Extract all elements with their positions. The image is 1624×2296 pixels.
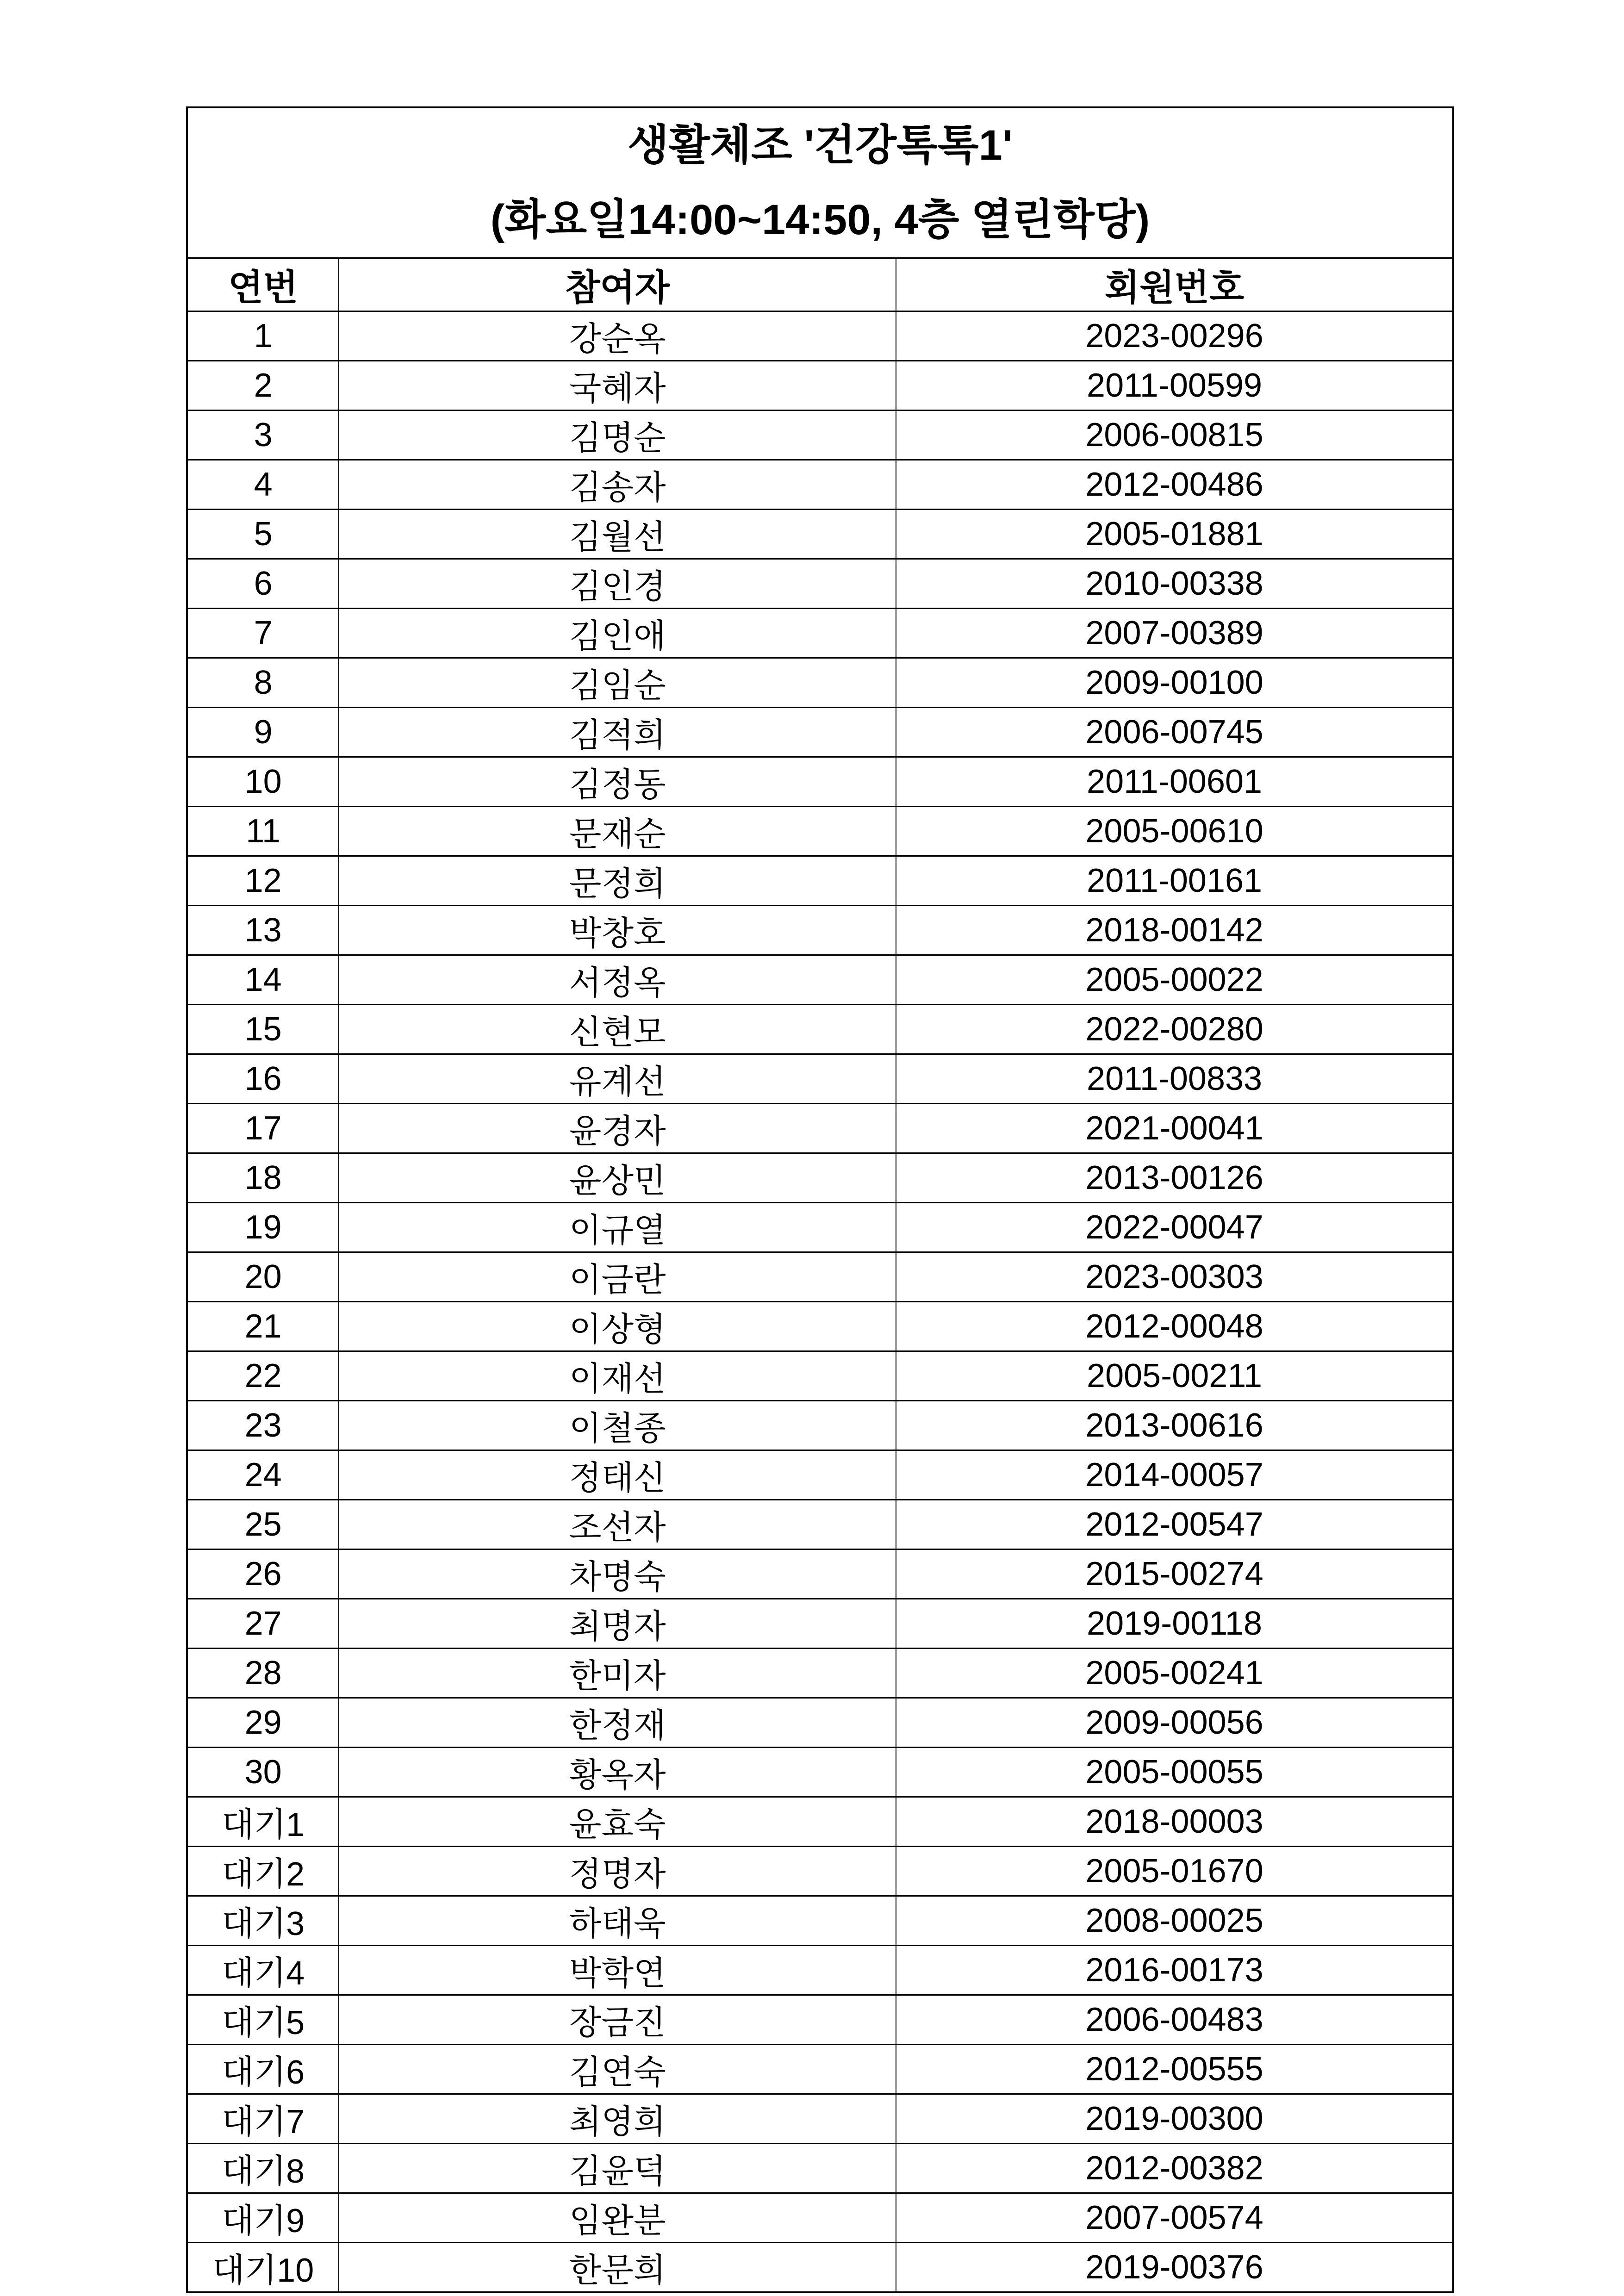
participant-name-cell: 최영희 (339, 2094, 896, 2144)
row-number-cell: 18 (187, 1153, 339, 1203)
row-number-cell: 15 (187, 1005, 339, 1054)
row-number-cell: 대기10 (187, 2243, 339, 2293)
member-id-cell: 2011-00599 (896, 361, 1453, 411)
member-id-cell: 2019-00118 (896, 1599, 1453, 1649)
table-row (187, 1203, 1453, 1252)
member-id-cell: 2007-00574 (896, 2193, 1453, 2243)
participant-name-cell: 유계선 (339, 1054, 896, 1104)
table-row (187, 1698, 1453, 1748)
member-id-cell: 2005-01670 (896, 1847, 1453, 1896)
table-row (187, 1797, 1453, 1847)
participant-name-cell: 김적희 (339, 708, 896, 757)
member-id-cell: 2008-00025 (896, 1896, 1453, 1946)
table-row (187, 361, 1453, 411)
row-number-cell: 대기2 (187, 1847, 339, 1896)
participant-name-cell: 서정옥 (339, 955, 896, 1005)
row-number-cell: 24 (187, 1450, 339, 1500)
table-row (187, 1649, 1453, 1698)
member-id-cell: 2009-00100 (896, 658, 1453, 708)
participant-name-cell: 신현모 (339, 1005, 896, 1054)
member-id-cell: 2012-00048 (896, 1302, 1453, 1351)
table-row (187, 311, 1453, 361)
member-id-cell: 2005-00610 (896, 807, 1453, 856)
member-id-cell: 2013-00616 (896, 1401, 1453, 1450)
document-title: 생활체조 '건강톡톡1' (628, 122, 1013, 169)
row-number-cell: 대기8 (187, 2144, 339, 2193)
member-id-cell: 2012-00555 (896, 2045, 1453, 2094)
member-id-cell: 2022-00047 (896, 1203, 1453, 1252)
row-number-cell: 19 (187, 1203, 339, 1252)
table-row (187, 1401, 1453, 1450)
member-id-cell: 2016-00173 (896, 1946, 1453, 1995)
member-id-cell: 2005-00241 (896, 1649, 1453, 1698)
row-number-cell: 11 (187, 807, 339, 856)
table-row (187, 1500, 1453, 1549)
participant-name-cell: 하태욱 (339, 1896, 896, 1946)
participant-name-cell: 김송자 (339, 460, 896, 510)
member-id-cell: 2019-00300 (896, 2094, 1453, 2144)
table-row (187, 906, 1453, 955)
participant-name-cell: 황옥자 (339, 1748, 896, 1797)
participant-name-cell: 임완분 (339, 2193, 896, 2243)
member-id-cell: 2018-00003 (896, 1797, 1453, 1847)
title-row (187, 107, 1453, 258)
participant-name-cell: 윤경자 (339, 1104, 896, 1153)
participant-name-cell: 박학연 (339, 1946, 896, 1995)
row-number-cell: 9 (187, 708, 339, 757)
table-row (187, 757, 1453, 807)
participant-name-cell: 이철종 (339, 1401, 896, 1450)
member-id-cell: 2012-00486 (896, 460, 1453, 510)
participant-name-cell: 정명자 (339, 1847, 896, 1896)
member-id-cell: 2011-00833 (896, 1054, 1453, 1104)
row-number-cell: 12 (187, 856, 339, 906)
table-row (187, 1252, 1453, 1302)
member-id-cell: 2005-00022 (896, 955, 1453, 1005)
row-number-cell: 1 (187, 311, 339, 361)
table-row (187, 856, 1453, 906)
row-number-cell: 27 (187, 1599, 339, 1649)
participant-name-cell: 차명숙 (339, 1549, 896, 1599)
table-row (187, 460, 1453, 510)
table-row (187, 1302, 1453, 1351)
table-row (187, 1599, 1453, 1649)
member-id-cell: 2015-00274 (896, 1549, 1453, 1599)
member-id-cell: 2006-00483 (896, 1995, 1453, 2045)
participant-name-cell: 김정동 (339, 757, 896, 807)
table-row (187, 1549, 1453, 1599)
column-header-no: 연번 (187, 258, 339, 311)
participant-name-cell: 이규열 (339, 1203, 896, 1252)
row-number-cell: 23 (187, 1401, 339, 1450)
table-row (187, 2193, 1453, 2243)
row-number-cell: 대기9 (187, 2193, 339, 2243)
row-number-cell: 8 (187, 658, 339, 708)
row-number-cell: 대기5 (187, 1995, 339, 2045)
table-row (187, 1847, 1453, 1896)
participant-name-cell: 장금진 (339, 1995, 896, 2045)
member-id-cell: 2013-00126 (896, 1153, 1453, 1203)
member-id-cell: 2012-00382 (896, 2144, 1453, 2193)
participant-name-cell: 김인경 (339, 559, 896, 609)
roster-table (186, 106, 1454, 2293)
row-number-cell: 4 (187, 460, 339, 510)
table-row (187, 2144, 1453, 2193)
table-row (187, 510, 1453, 559)
participant-name-cell: 한미자 (339, 1649, 896, 1698)
row-number-cell: 대기3 (187, 1896, 339, 1946)
member-id-cell: 2005-01881 (896, 510, 1453, 559)
member-id-cell: 2012-00547 (896, 1500, 1453, 1549)
row-number-cell: 17 (187, 1104, 339, 1153)
member-id-cell: 2006-00745 (896, 708, 1453, 757)
table-row (187, 2045, 1453, 2094)
participant-name-cell: 강순옥 (339, 311, 896, 361)
row-number-cell: 5 (187, 510, 339, 559)
table-row (187, 1748, 1453, 1797)
row-number-cell: 21 (187, 1302, 339, 1351)
table-row (187, 1946, 1453, 1995)
table-row (187, 1104, 1453, 1153)
participant-name-cell: 문재순 (339, 807, 896, 856)
participant-name-cell: 김임순 (339, 658, 896, 708)
row-number-cell: 28 (187, 1649, 339, 1698)
table-row (187, 2243, 1453, 2293)
participant-name-cell: 국혜자 (339, 361, 896, 411)
member-id-cell: 2006-00815 (896, 411, 1453, 460)
table-row (187, 609, 1453, 658)
row-number-cell: 대기7 (187, 2094, 339, 2144)
row-number-cell: 6 (187, 559, 339, 609)
table-row (187, 411, 1453, 460)
participant-name-cell: 이금란 (339, 1252, 896, 1302)
member-id-cell: 2005-00211 (896, 1351, 1453, 1401)
participant-name-cell: 한문희 (339, 2243, 896, 2293)
member-id-cell: 2023-00303 (896, 1252, 1453, 1302)
table-row (187, 1896, 1453, 1946)
member-id-cell: 2011-00161 (896, 856, 1453, 906)
row-number-cell: 대기4 (187, 1946, 339, 1995)
participant-name-cell: 윤상민 (339, 1153, 896, 1203)
participant-name-cell: 한정재 (339, 1698, 896, 1748)
row-number-cell: 7 (187, 609, 339, 658)
table-row (187, 1153, 1453, 1203)
row-number-cell: 26 (187, 1549, 339, 1599)
row-number-cell: 16 (187, 1054, 339, 1104)
member-id-cell: 2023-00296 (896, 311, 1453, 361)
row-number-cell: 2 (187, 361, 339, 411)
participant-name-cell: 정태신 (339, 1450, 896, 1500)
row-number-cell: 대기6 (187, 2045, 339, 2094)
table-row (187, 559, 1453, 609)
table-row (187, 807, 1453, 856)
column-header-member-id: 회원번호 (896, 258, 1453, 311)
member-id-cell: 2022-00280 (896, 1005, 1453, 1054)
row-number-cell: 22 (187, 1351, 339, 1401)
table-row (187, 955, 1453, 1005)
row-number-cell: 29 (187, 1698, 339, 1748)
participant-name-cell: 김인애 (339, 609, 896, 658)
member-id-cell: 2009-00056 (896, 1698, 1453, 1748)
participant-name-cell: 김명순 (339, 411, 896, 460)
row-number-cell: 14 (187, 955, 339, 1005)
table-row (187, 1351, 1453, 1401)
table-row (187, 708, 1453, 757)
participant-name-cell: 박창호 (339, 906, 896, 955)
member-id-cell: 2019-00376 (896, 2243, 1453, 2293)
document-subtitle: (화요일14:00~14:50, 4층 열린학당) (490, 196, 1150, 243)
row-number-cell: 30 (187, 1748, 339, 1797)
row-number-cell: 13 (187, 906, 339, 955)
member-id-cell: 2021-00041 (896, 1104, 1453, 1153)
member-id-cell: 2011-00601 (896, 757, 1453, 807)
table-row (187, 658, 1453, 708)
participant-name-cell: 문정희 (339, 856, 896, 906)
title-block (187, 107, 1453, 258)
row-number-cell: 3 (187, 411, 339, 460)
member-id-cell: 2007-00389 (896, 609, 1453, 658)
column-header-participant: 참여자 (339, 258, 896, 311)
participant-name-cell: 최명자 (339, 1599, 896, 1649)
participant-name-cell: 이재선 (339, 1351, 896, 1401)
table-row (187, 1005, 1453, 1054)
header-row (187, 258, 1453, 311)
participant-name-cell: 이상형 (339, 1302, 896, 1351)
participant-name-cell: 김윤덕 (339, 2144, 896, 2193)
member-id-cell: 2018-00142 (896, 906, 1453, 955)
member-id-cell: 2014-00057 (896, 1450, 1453, 1500)
row-number-cell: 25 (187, 1500, 339, 1549)
member-id-cell: 2005-00055 (896, 1748, 1453, 1797)
row-number-cell: 10 (187, 757, 339, 807)
participant-name-cell: 김연숙 (339, 2045, 896, 2094)
table-row (187, 2094, 1453, 2144)
table-row (187, 1450, 1453, 1500)
participant-name-cell: 조선자 (339, 1500, 896, 1549)
table-row (187, 1054, 1453, 1104)
participant-name-cell: 김월선 (339, 510, 896, 559)
table-row (187, 1995, 1453, 2045)
member-id-cell: 2010-00338 (896, 559, 1453, 609)
row-number-cell: 20 (187, 1252, 339, 1302)
participant-name-cell: 윤효숙 (339, 1797, 896, 1847)
row-number-cell: 대기1 (187, 1797, 339, 1847)
